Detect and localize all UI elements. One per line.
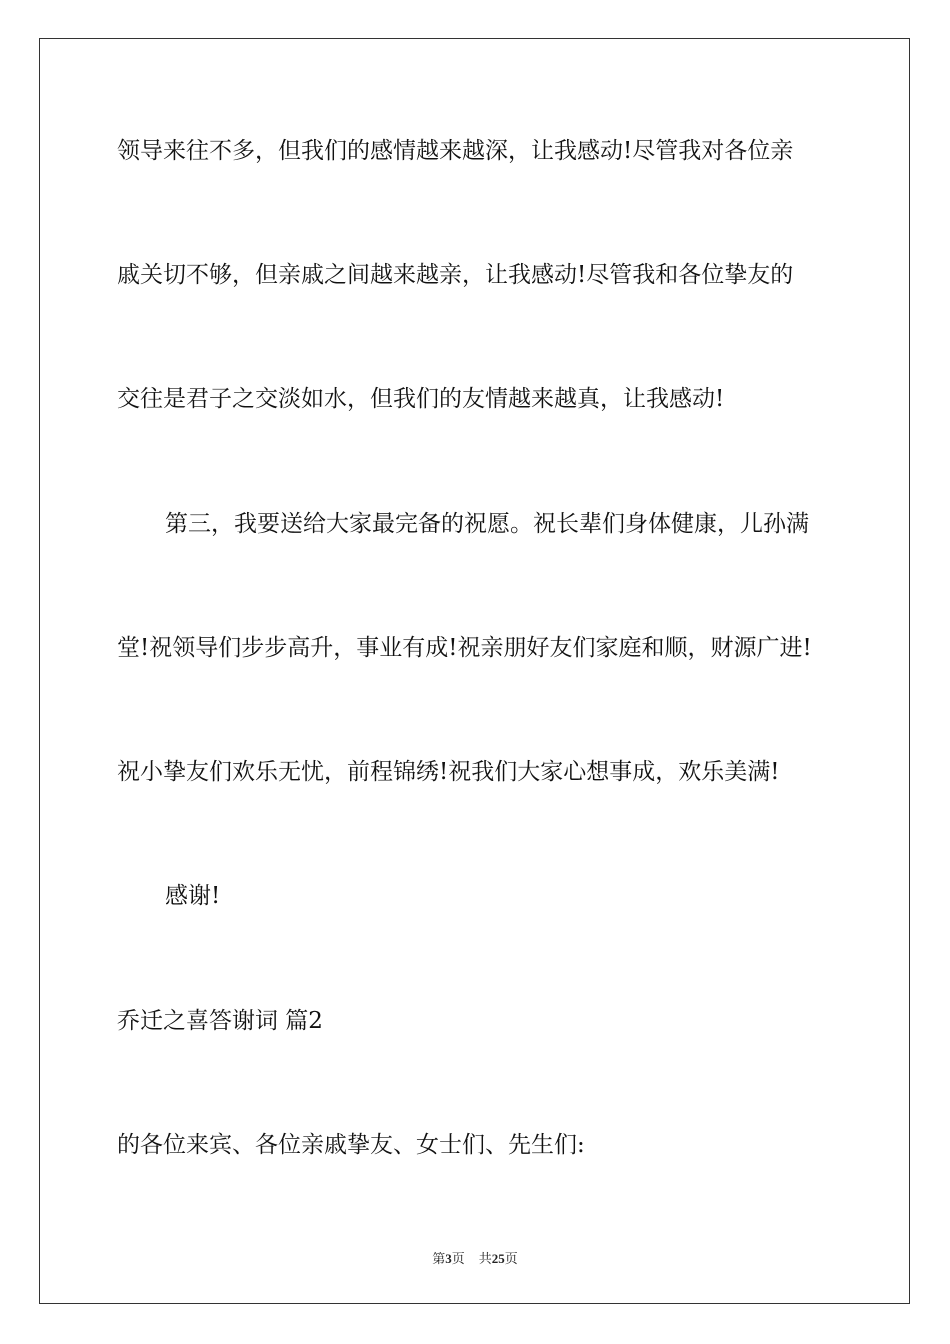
body-line-1: 领导来往不多，但我们的感情越来越深，让我感动!尽管我对各位亲 <box>117 138 794 164</box>
page-border <box>39 38 910 1304</box>
body-line-6: 祝小挚友们欢乐无忧，前程锦绣!祝我们大家心想事成，欢乐美满! <box>117 759 780 785</box>
footer-total-prefix: 共 <box>478 1252 492 1267</box>
page-footer <box>0 1248 950 1267</box>
footer-total-suffix: 页 <box>504 1252 518 1267</box>
footer-page-total: 25 <box>491 1251 505 1266</box>
footer-page-prefix: 第 <box>432 1252 446 1267</box>
body-line-2: 戚关切不够，但亲戚之间越来越亲，让我感动!尽管我和各位挚友的 <box>117 262 794 288</box>
salutation-line: 的各位来宾、各位亲戚挚友、女士们、先生们: <box>117 1132 585 1158</box>
section-heading: 乔迁之喜答谢词 篇2 <box>117 1008 323 1034</box>
body-line-3: 交往是君子之交淡如水，但我们的友情越来越真，让我感动! <box>117 386 725 412</box>
footer-page-current: 3 <box>445 1251 452 1266</box>
body-line-4: 第三，我要送给大家最完备的祝愿。祝长辈们身体健康，儿孙满 <box>165 511 809 537</box>
footer-page-suffix: 页 <box>451 1252 465 1267</box>
closing-thanks: 感谢! <box>165 883 221 909</box>
body-line-5: 堂!祝领导们步步高升，事业有成!祝亲朋好友们家庭和顺，财源广进! <box>117 635 812 661</box>
